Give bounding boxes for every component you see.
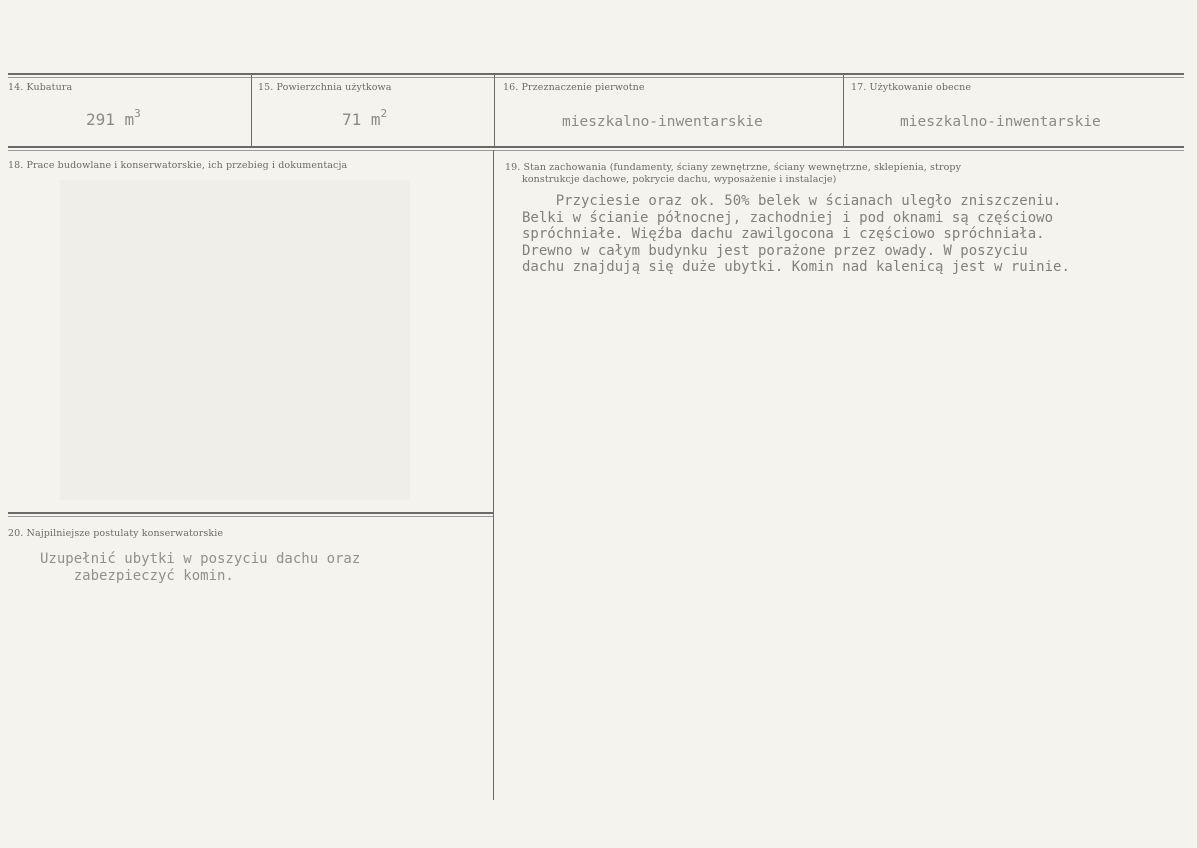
field-20-label: 20. Najpilniejsze postulaty konserwatorskie (8, 528, 224, 539)
field-15-label: 15. Powierzchnia użytkowa (258, 82, 392, 93)
header-bottom-rule-thin (8, 150, 1184, 151)
field-14-number: 291 m (86, 110, 135, 129)
mid-rule-thin (8, 516, 493, 517)
divider-16-17 (843, 75, 844, 148)
faded-area (60, 180, 410, 500)
field-19-line-2: Belki w ścianie północnej, zachodniej i pod oknami są częściowo (522, 209, 1054, 226)
top-rule-thin (8, 77, 1184, 78)
field-19-line-1: Przyciesie oraz ok. 50% belek w ścianach uległo zniszczeniu. (522, 193, 1062, 209)
field-17-label: 17. Użytkowanie obecne (851, 82, 972, 93)
field-16-value: mieszkalno-inwentarskie (562, 114, 763, 130)
divider-14-15 (251, 75, 252, 148)
field-20-text (40, 551, 360, 585)
field-19-line-4: Drewno w całym budynku jest porażone przez owady. W poszyciu (522, 242, 1028, 259)
field-19-label-cont: konstrukcje dachowe, pokrycie dachu, wyposażenie i instalacje) (522, 174, 837, 185)
field-15-exponent: 2 (380, 107, 388, 120)
field-15-value (342, 107, 388, 129)
field-17-value: mieszkalno-inwentarskie (900, 114, 1101, 130)
top-rule (8, 73, 1184, 75)
field-16-label: 16. Przeznaczenie pierwotne (503, 82, 645, 93)
field-14-label: 14. Kubatura (8, 82, 73, 93)
header-bottom-rule (8, 146, 1184, 148)
field-14-value (86, 107, 141, 129)
field-19-line-3: spróchniałe. Więźba dachu zawilgocona i częściowo spróchniała. (522, 226, 1045, 242)
divider-15-16 (494, 75, 495, 148)
field-14-exponent: 3 (134, 107, 141, 120)
mid-rule (8, 512, 493, 514)
field-20-line-2: zabezpieczyć komin. (40, 568, 234, 584)
field-18-label: 18. Prace budowlane i konserwatorskie, ich przebieg i dokumentacja (8, 160, 348, 171)
field-19-label: 19. Stan zachowania (fundamenty, ściany zewnętrzne, ściany wewnętrzne, sklepienia, stropy (505, 162, 962, 173)
field-20-line-1: Uzupełnić ubytki w poszyciu dachu oraz (40, 551, 361, 567)
field-15-number: 71 m (342, 110, 381, 129)
field-19-line-5: dachu znajdują się duże ubytki. Komin nad kalenicą jest w ruinie. (522, 259, 1070, 275)
field-19-text (522, 193, 1070, 276)
main-divider (493, 150, 494, 800)
